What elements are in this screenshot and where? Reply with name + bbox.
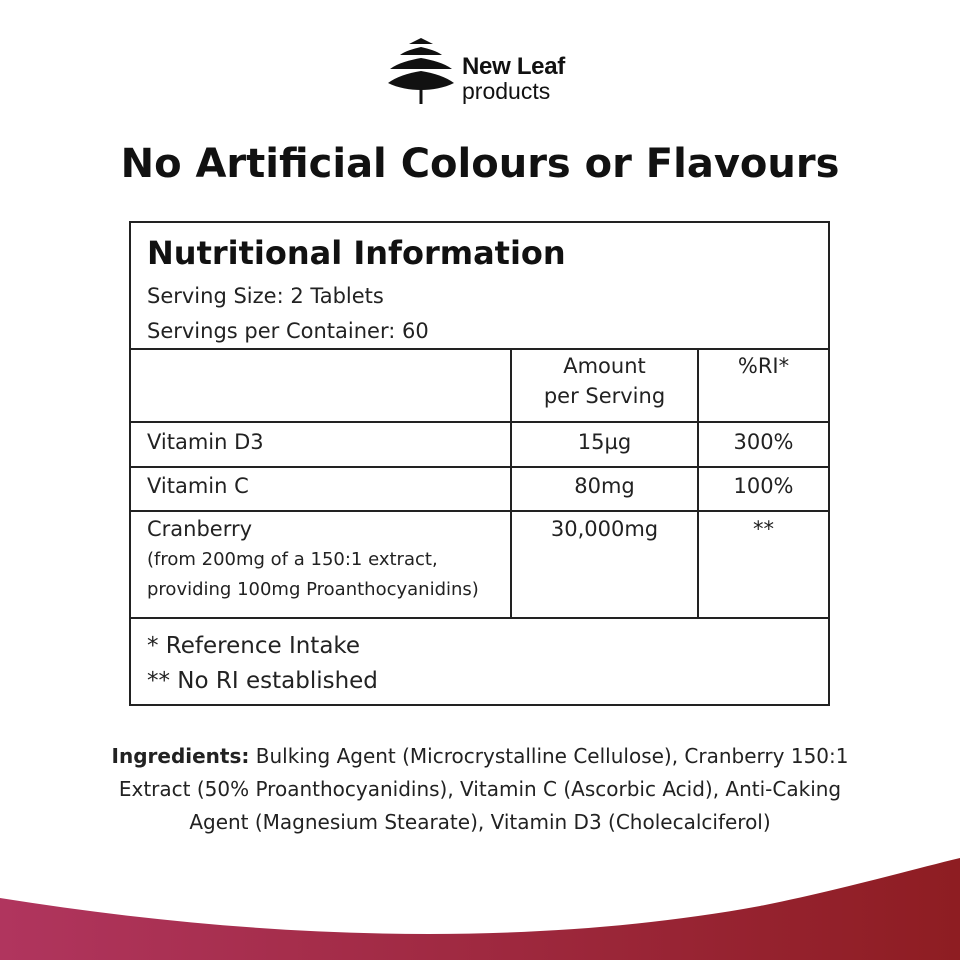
brand-logo bbox=[386, 36, 586, 106]
ingredients-text bbox=[104, 740, 856, 839]
ingredients-list: Bulking Agent (Microcrystalline Cellulose), Cranberry 150:1 Extract (50% Proanthocyanidins), Vitamin C (Ascorbic Acid), Anti-Caking Agent (Magnesium Stearate), Vitamin D3 (Cholecalciferol) bbox=[118, 744, 849, 834]
table-divider bbox=[131, 348, 828, 350]
nutrient-ri: 300% bbox=[733, 430, 794, 454]
nutrient-amount: 15µg bbox=[577, 430, 632, 454]
nutrient-ri: 100% bbox=[733, 474, 794, 498]
nutrition-panel bbox=[129, 221, 830, 706]
serving-size: Serving Size: 2 Tablets bbox=[147, 284, 384, 308]
nutrient-amount: 30,000mg bbox=[550, 517, 659, 541]
panel-title: Nutritional Information bbox=[147, 234, 566, 272]
footnote-no-ri: ** No RI established bbox=[147, 668, 378, 694]
table-divider bbox=[131, 510, 828, 512]
nutrient-name: Vitamin D3 bbox=[147, 430, 264, 454]
amount-header-line2: per Serving bbox=[543, 384, 666, 408]
amount-header bbox=[512, 351, 697, 411]
ri-header: %RI* bbox=[737, 354, 790, 378]
tree-icon bbox=[386, 36, 456, 106]
ingredients-label: Ingredients: bbox=[111, 744, 250, 768]
brand-subtitle: products bbox=[462, 78, 551, 104]
nutrient-ri: ** bbox=[753, 517, 774, 541]
table-divider bbox=[131, 466, 828, 468]
footnote-reference-intake: * Reference Intake bbox=[147, 633, 361, 659]
amount-header-line1: Amount bbox=[563, 354, 646, 378]
page-headline: No Artificial Colours or Flavours bbox=[120, 141, 840, 187]
brand-name: New Leaf bbox=[462, 53, 565, 80]
nutrient-name: Vitamin C bbox=[147, 474, 249, 498]
table-divider bbox=[131, 617, 828, 619]
nutrient-name: Cranberry bbox=[147, 517, 253, 541]
nutrient-amount: 80mg bbox=[574, 474, 635, 498]
nutrient-note: providing 100mg Proanthocyanidins) bbox=[147, 579, 479, 600]
decorative-wave bbox=[0, 850, 960, 960]
nutrient-note: (from 200mg of a 150:1 extract, bbox=[147, 549, 438, 570]
table-divider bbox=[131, 421, 828, 423]
servings-per-container: Servings per Container: 60 bbox=[147, 319, 429, 343]
